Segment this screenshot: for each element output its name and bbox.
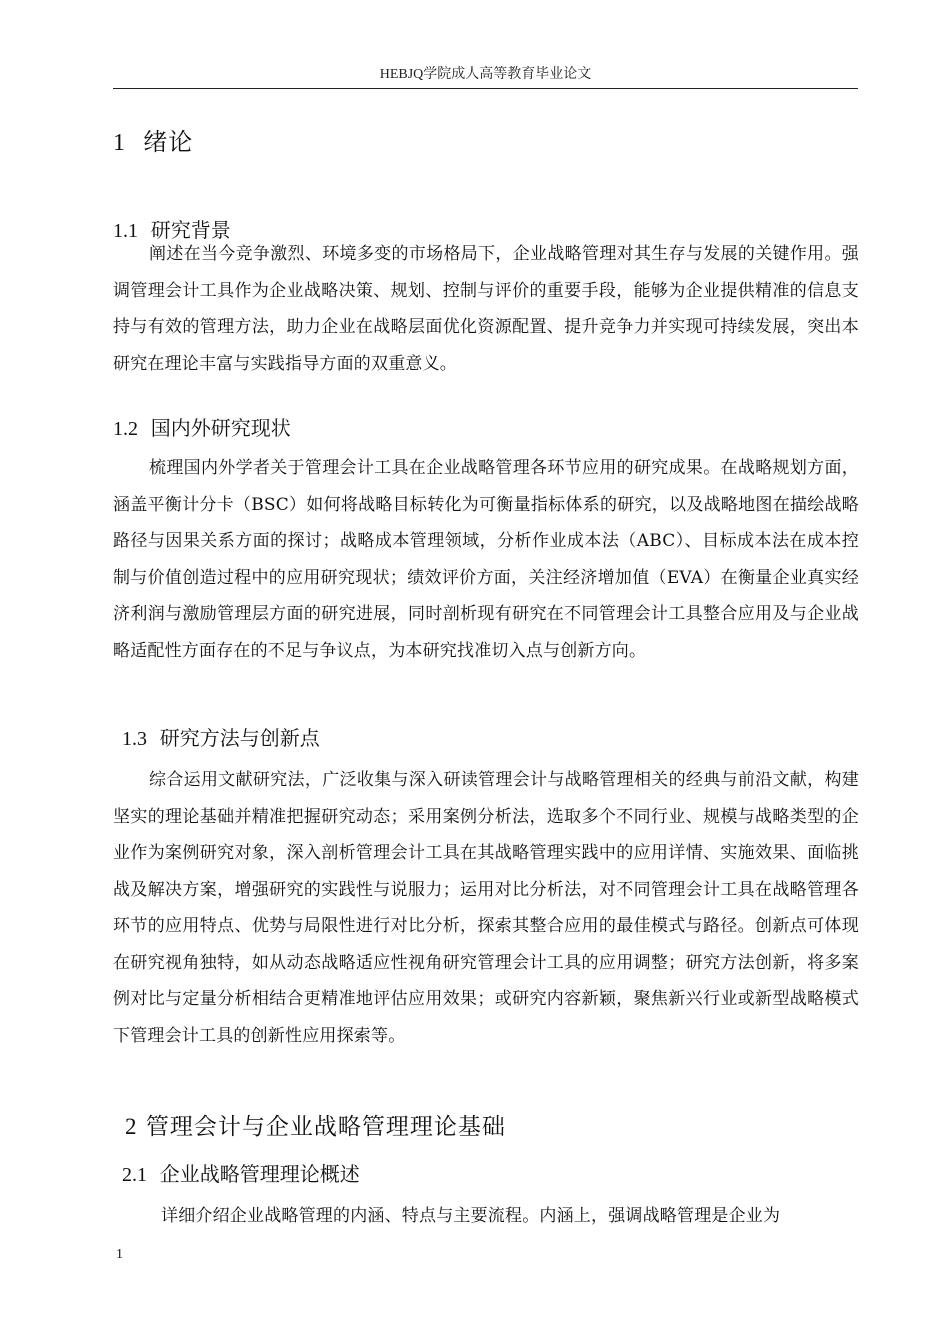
chapter-2-title: 管理会计与企业战略管理理论基础: [145, 1114, 506, 1140]
chapter-1-title: 绪论: [143, 128, 194, 156]
section-1-3-title: 研究方法与创新点: [159, 726, 320, 750]
section-1-2-paragraph: 梳理国内外学者关于管理会计工具在企业战略管理各环节应用的研究成果。在战略规划方面，涵盖平衡计分卡（BSC）如何将战略目标转化为可衡量指标体系的研究，以及战略地图在描绘战略路径与因果关系方面的探讨；战略成本管理领域，分析作业成本法（ABC）、目标成本法在成本控制与价值创造过程中的应用研究现状；绩效评价方面，关注经济增加值（EVA）在衡量企业真实经济利润与激励管理层方面的研究进展，同时剖析现有研究在不同管理会计工具整合应用及与企业战略适配性方面存在的不足与争议点，为本研究找准切入点与创新方向。: [113, 458, 859, 661]
section-2-1-heading: [122, 1158, 360, 1187]
chapter-2-heading: [125, 1108, 506, 1141]
section-2-1-number: 2.1: [122, 1164, 147, 1186]
section-1-1-number: 1.1: [113, 220, 138, 242]
section-1-1-title: 研究背景: [150, 218, 231, 242]
section-1-3-paragraph: 综合运用文献研究法，广泛收集与深入研读管理会计与战略管理相关的经典与前沿文献，构建坚实的理论基础并精准把握研究动态；采用案例分析法，选取多个不同行业、规模与战略类型的企业作为案例研究对象，深入剖析管理会计工具在其战略管理实践中的应用详情、实施效果、面临挑战及解决方案，增强研究的实践性与说服力；运用对比分析法，对不同管理会计工具在战略管理各环节的应用特点、优势与局限性进行对比分析，探索其整合应用的最佳模式与路径。创新点可体现在研究视角独特，如从动态战略适应性视角研究管理会计工具的应用调整；研究方法创新，将多案例对比与定量分析相结合更精准地评估应用效果；或研究内容新颖，聚焦新兴行业或新型战略模式下管理会计工具的创新性应用探索等。: [113, 770, 859, 1046]
section-1-3-heading: [122, 722, 320, 751]
page-number: 1: [116, 1247, 123, 1262]
section-1-2-heading: [113, 412, 291, 441]
section-2-1-title: 企业战略管理理论概述: [159, 1162, 360, 1186]
chapter-2-number: 2: [125, 1114, 138, 1139]
section-1-1-paragraph: 阐述在当今竞争激烈、环境多变的市场格局下，企业战略管理对其生存与发展的关键作用。强调管理会计工具作为企业战略决策、规划、控制与评价的重要手段，能够为企业提供精准的信息支持与有效的管理方法，助力企业在战略层面优化资源配置、提升竞争力并实现可持续发展，突出本研究在理论丰富与实践指导方面的双重意义。: [113, 244, 859, 374]
section-1-2-title: 国内外研究现状: [150, 416, 291, 440]
chapter-1-number: 1: [113, 130, 126, 156]
page-header: HEBJQ学院成人高等教育毕业论文: [379, 67, 592, 82]
section-2-1-paragraph: 详细介绍企业战略管理的内涵、特点与主要流程。内涵上，强调战略管理是企业为: [161, 1206, 781, 1226]
chapter-1-heading: [113, 122, 193, 157]
section-1-3-number: 1.3: [122, 728, 147, 750]
header-rule: [113, 88, 858, 89]
section-1-2-number: 1.2: [113, 418, 138, 440]
